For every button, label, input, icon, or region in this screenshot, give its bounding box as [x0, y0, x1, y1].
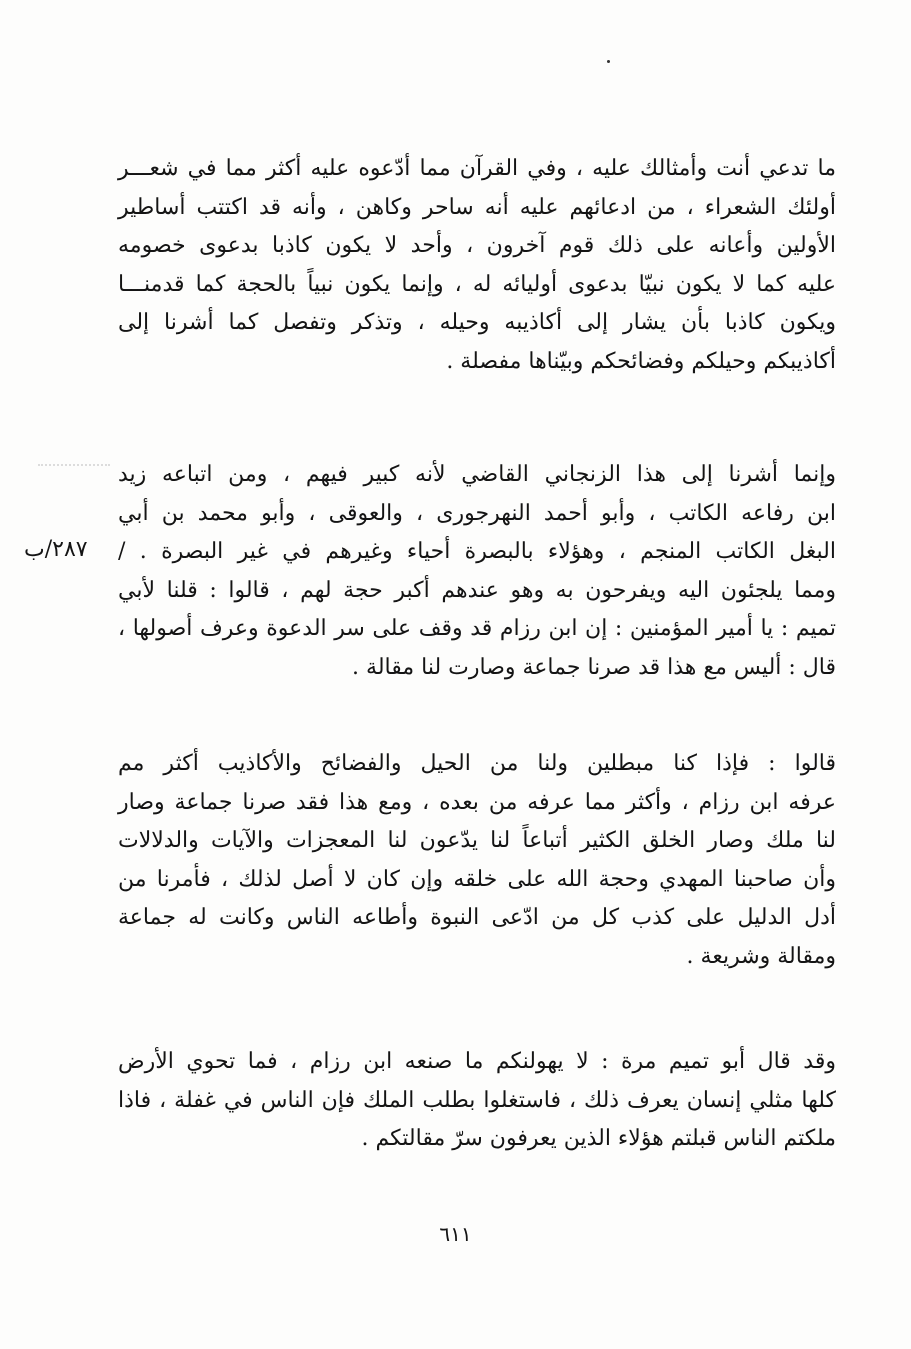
paragraph-4 [118, 1043, 836, 1159]
paragraph-2-line-5: تميم : يا أمير المؤمنين : إن ابن رزام قد وقف على سر الدعوة وعرف أصولها ، [118, 616, 836, 641]
paragraph-4-line-1: وقد قال أبو تميم مرة : لا يهولنكم ما صنعه ابن رزام ، فما تحوي الأرض [118, 1049, 836, 1074]
paragraph-2-line-6: قال : أليس مع هذا قد صرنا جماعة وصارت لنا مقالة . [352, 654, 836, 680]
paragraph-3-line-5: أدل الدليل على كذب كل من ادّعى النبوة وأطاعه الناس وكانت له جماعة [118, 905, 836, 930]
faint-bleed-through-mark [38, 464, 110, 476]
folio-margin-note: ٢٨٧/ب [24, 537, 88, 562]
paragraph-3-line-3: لنا ملك وصار الخلق الكثير أتباعاً لنا يدّعون لنا المعجزات والآيات والدلالات [118, 828, 836, 853]
paragraph-1-line-5: ويكون كاذبا بأن يشار إلى أكاذيبه وحيله ، وتذكر وتفصل كما أشرنا إلى [118, 310, 836, 335]
paragraph-3-line-1: قالوا : فإذا كنا مبطلين ولنا من الحيل والفضائح والأكاذيب أكثر مم [118, 751, 836, 776]
paragraph-1 [118, 150, 836, 381]
paragraph-4-line-3: ملكتم الناس قبلتم هؤلاء الذين يعرفون سرّ مقالتكم . [361, 1126, 836, 1151]
paragraph-3-line-6: ومقالة وشريعة . [686, 943, 836, 969]
paragraph-2-line-4: ومما يلجئون اليه ويفرحون به وهو عندهم أكبر حجة لهم ، قالوا : قلنا لأبي [118, 577, 836, 603]
paragraph-2 [118, 456, 836, 687]
paragraph-2-line-2: ابن رفاعه الكاتب ، وأبو أحمد النهرجورى ، والعوقى ، وأبو محمد بن أبي [118, 500, 836, 526]
paragraph-2-line-1: وإنما أشرنا إلى هذا الزنجاني القاضي لأنه كبير فيهم ، ومن اتباعه زيد [118, 462, 836, 487]
paragraph-3-line-4: وأن صاحبنا المهدي وحجة الله على خلقه وإن كان لا أصل لذلك ، فأمرنا من [118, 866, 836, 892]
paragraph-1-line-4: عليه كما لا يكون نبيّا بدعوى أوليائه له ، وإنما يكون نبياً بالحجة كما قدمنـــا [118, 271, 836, 297]
paragraph-2-line-3: البغل الكاتب المنجم ، وهؤلاء بالبصرة أحياء وغيرهم في غير البصرة . / [118, 539, 836, 564]
paragraph-4-line-2: كلها مثلي إنسان يعرف ذلك ، فاستغلوا بطلب الملك فإن الناس في غفلة ، فاذا [118, 1087, 836, 1113]
paragraph-1-line-2: أولئك الشعراء ، من ادعائهم عليه أنه ساحر وكاهن ، وأنه قد اكتتب أساطير [118, 194, 836, 220]
ink-speck [607, 60, 610, 63]
paragraph-3-line-2: عرفه ابن رزام ، وأكثر مما عرفه من بعده ، ومع هذا فقد صرنا جماعة وصار [118, 789, 836, 815]
page-number: ٦١١ [439, 1222, 472, 1246]
paragraph-1-line-3: الأولين وأعانه على ذلك قوم آخرون ، وأحد لا يكون كاذبا بدعوى خصومه [118, 233, 836, 258]
paragraph-1-line-6: أكاذيبكم وحيلكم وفضائحكم وبيّناها مفصلة . [446, 348, 836, 374]
paragraph-1-line-1: ما تدعي أنت وأمثالك عليه ، وفي القرآن مما أدّعوه عليه أكثر مما في شعـــر [118, 156, 836, 181]
paragraph-3 [118, 745, 836, 976]
